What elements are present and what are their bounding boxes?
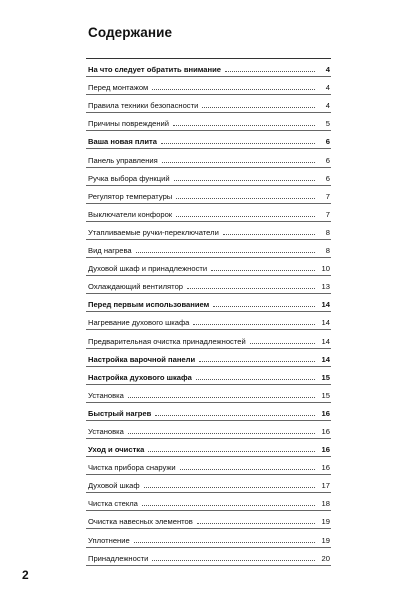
toc-section-row[interactable] <box>86 131 331 149</box>
toc-entry-page: 7 <box>325 191 330 201</box>
dot-leader <box>173 124 315 126</box>
dot-leader <box>155 414 315 416</box>
toc-row[interactable] <box>86 204 331 222</box>
toc-entry-page: 14 <box>321 354 330 364</box>
dot-leader <box>152 559 315 561</box>
toc-entry-label: Причины повреждений <box>88 119 170 129</box>
toc-section-row[interactable] <box>86 59 331 77</box>
toc-row[interactable] <box>86 77 331 95</box>
toc-section-row[interactable] <box>86 349 331 367</box>
toc-entry-page: 13 <box>321 282 330 292</box>
toc-entry-label: Настройка варочной панели <box>88 354 196 364</box>
dot-leader <box>134 541 315 543</box>
toc-entry-label: Установка <box>88 426 124 436</box>
dot-leader <box>176 197 315 199</box>
dot-leader <box>161 142 315 144</box>
toc-entry-page: 6 <box>325 137 330 147</box>
toc-entry-page: 20 <box>321 553 330 563</box>
toc-entry-page: 8 <box>325 227 330 237</box>
toc-row[interactable] <box>86 457 331 475</box>
dot-leader <box>174 179 315 181</box>
toc-row[interactable] <box>86 113 331 131</box>
toc-row[interactable] <box>86 240 331 258</box>
dot-leader <box>211 269 315 271</box>
toc-entry-label: Принадлежности <box>88 553 149 563</box>
toc-entry-page: 4 <box>325 101 330 111</box>
toc-section-row[interactable] <box>86 403 331 421</box>
dot-leader <box>193 323 315 325</box>
toc-row[interactable] <box>86 529 331 547</box>
toc-row[interactable] <box>86 168 331 186</box>
dot-leader <box>176 215 315 217</box>
toc-entry-label: Духовой шкаф <box>88 481 140 491</box>
toc-entry-label: Духовой шкаф и принадлежности <box>88 264 208 274</box>
toc-entry-page: 19 <box>321 535 330 545</box>
toc-entry-page: 6 <box>325 155 330 165</box>
dot-leader <box>128 396 315 398</box>
toc-entry-page: 14 <box>321 318 330 328</box>
toc-section-row[interactable] <box>86 367 331 385</box>
dot-leader <box>187 287 315 289</box>
toc-entry-label: Ручка выбора функций <box>88 173 170 183</box>
dot-leader <box>199 360 315 362</box>
dot-leader <box>202 106 315 108</box>
toc-entry-page: 16 <box>321 445 330 455</box>
toc-entry-page: 16 <box>321 426 330 436</box>
toc-entry-page: 19 <box>321 517 330 527</box>
toc-entry-page: 17 <box>321 481 330 491</box>
dot-leader <box>148 450 315 452</box>
toc-row[interactable] <box>86 385 331 403</box>
toc-entry-label: Чистка стекла <box>88 499 138 509</box>
toc-entry-page: 8 <box>325 246 330 256</box>
page-number: 2 <box>22 568 29 582</box>
toc-row[interactable] <box>86 186 331 204</box>
toc-entry-label: Выключатели конфорок <box>88 209 173 219</box>
toc-entry-label: Установка <box>88 390 124 400</box>
dot-leader <box>197 522 315 524</box>
toc-entry-label: Предварительная очистка принадлежностей <box>88 336 246 346</box>
dot-leader <box>142 504 315 506</box>
dot-leader <box>144 486 315 488</box>
toc-entry-page: 16 <box>321 408 330 418</box>
toc-entry-label: Ваша новая плита <box>88 137 157 147</box>
toc-row[interactable] <box>86 149 331 167</box>
dot-leader <box>213 305 315 307</box>
dot-leader <box>180 468 315 470</box>
toc-entry-label: Вид нагрева <box>88 246 132 256</box>
dot-leader <box>223 233 315 235</box>
toc-entry-page: 15 <box>321 372 330 382</box>
toc-row[interactable] <box>86 222 331 240</box>
toc-entry-label: Уплотнение <box>88 535 130 545</box>
toc-entry-label: Быстрый нагрев <box>88 408 152 418</box>
toc-entry-label: Перед монтажом <box>88 83 149 93</box>
toc-entry-page: 7 <box>325 209 330 219</box>
toc-entry-label: Утапливаемые ручки-переключатели <box>88 227 219 237</box>
toc-entry-page: 18 <box>321 499 330 509</box>
toc-row[interactable] <box>86 548 331 566</box>
toc-entry-page: 14 <box>321 336 330 346</box>
toc-entry-label: Правила техники безопасности <box>88 101 199 111</box>
toc-row[interactable] <box>86 276 331 294</box>
dot-leader <box>225 70 315 72</box>
table-of-contents <box>86 58 331 566</box>
toc-entry-page: 5 <box>325 119 330 129</box>
toc-entry-label: Охлаждающий вентилятор <box>88 282 184 292</box>
toc-row[interactable] <box>86 258 331 276</box>
dot-leader <box>162 161 315 163</box>
dot-leader <box>196 378 315 380</box>
toc-entry-page: 15 <box>321 390 330 400</box>
toc-section-row[interactable] <box>86 294 331 312</box>
toc-row[interactable] <box>86 95 331 113</box>
toc-row[interactable] <box>86 493 331 511</box>
toc-entry-label: Чистка прибора снаружи <box>88 463 176 473</box>
toc-entry-label: Настройка духового шкафа <box>88 372 192 382</box>
toc-entry-page: 10 <box>321 264 330 274</box>
dot-leader <box>250 342 315 344</box>
toc-entry-label: Перед первым использованием <box>88 300 210 310</box>
toc-row[interactable] <box>86 511 331 529</box>
toc-entry-label: На что следует обратить внимание <box>88 65 221 75</box>
toc-entry-label: Нагревание духового шкафа <box>88 318 190 328</box>
toc-entry-label: Регулятор температуры <box>88 191 173 201</box>
page-title: Содержание <box>88 25 173 40</box>
toc-section-row[interactable] <box>86 439 331 457</box>
toc-entry-page: 4 <box>325 83 330 93</box>
toc-row[interactable] <box>86 330 331 348</box>
dot-leader <box>152 88 315 90</box>
toc-entry-label: Очистка навесных элементов <box>88 517 193 527</box>
toc-entry-label: Уход и очистка <box>88 445 145 455</box>
toc-entry-page: 6 <box>325 173 330 183</box>
dot-leader <box>128 432 315 434</box>
toc-row[interactable] <box>86 475 331 493</box>
toc-row[interactable] <box>86 421 331 439</box>
toc-entry-page: 14 <box>321 300 330 310</box>
toc-entry-page: 4 <box>325 65 330 75</box>
toc-row[interactable] <box>86 312 331 330</box>
toc-entry-page: 16 <box>321 463 330 473</box>
dot-leader <box>136 251 315 253</box>
toc-entry-label: Панель управления <box>88 155 158 165</box>
